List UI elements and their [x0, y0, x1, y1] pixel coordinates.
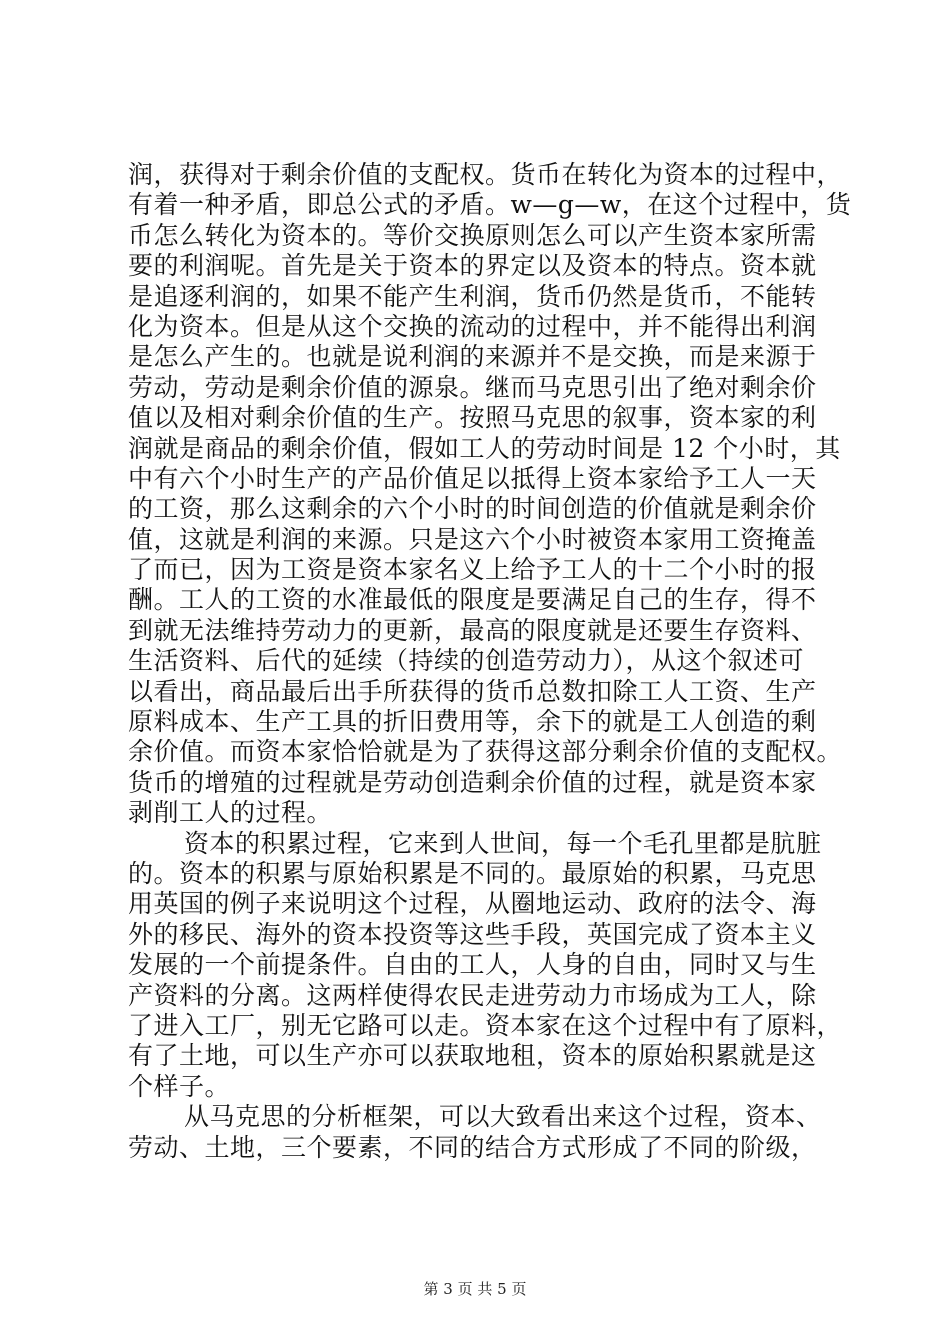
- text-line: 资本的积累过程，它来到人世间，每一个毛孔里都是肮脏: [184, 828, 822, 858]
- document-body: [128, 160, 852, 1163]
- text-line: 劳动、土地，三个要素，不同的结合方式形成了不同的阶级，: [128, 1132, 817, 1162]
- text-line: 值，这就是利润的来源。只是这六个小时被资本家用工资掩盖: [128, 524, 817, 554]
- text-line: 货币的增殖的过程就是劳动创造剩余价值的过程，就是资本家: [128, 767, 817, 797]
- text-line: 要的利润呢。首先是关于资本的界定以及资本的特点。资本就: [128, 251, 817, 281]
- text-line: 生活资料、后代的延续（持续的创造劳动力），从这个叙述可: [128, 646, 805, 676]
- page-footer: 第 3 页 共 5 页: [423, 1280, 527, 1298]
- text-line: 润就是商品的剩余价值，假如工人的劳动时间是 12 个小时，其: [128, 433, 841, 463]
- text-line: 有了土地，可以生产亦可以获取地租，资本的原始积累就是这: [128, 1041, 817, 1071]
- text-line: 币怎么转化为资本的。等价交换原则怎么可以产生资本家所需: [128, 220, 817, 250]
- text-line: 的。资本的积累与原始积累是不同的。最原始的积累，马克思: [128, 858, 817, 888]
- text-line: 化为资本。但是从这个交换的流动的过程中，并不能得出利润: [128, 311, 817, 341]
- text-line: 是追逐利润的，如果不能产生利润，货币仍然是货币，不能转: [128, 281, 817, 311]
- text-line: 外的移民、海外的资本投资等这些手段，英国完成了资本主义: [128, 919, 817, 949]
- text-line: 到就无法维持劳动力的更新，最高的限度就是还要生存资料、: [128, 615, 817, 645]
- text-line: 有着一种矛盾，即总公式的矛盾。w—g—w，在这个过程中，货: [128, 190, 852, 220]
- text-line: 润，获得对于剩余价值的支配权。货币在转化为资本的过程中，: [128, 160, 843, 189]
- text-line: 的工资，那么这剩余的六个小时的时间创造的价值就是剩余价: [128, 494, 817, 524]
- text-line: 用英国的例子来说明这个过程，从圈地运动、政府的法令、海: [128, 889, 817, 919]
- text-line: 了而已，因为工资是资本家名义上给予工人的十二个小时的报: [128, 555, 817, 585]
- text-line: 余价值。而资本家恰恰就是为了获得这部分剩余价值的支配权。: [128, 737, 843, 767]
- text-line: 是怎么产生的。也就是说利润的来源并不是交换，而是来源于: [128, 342, 817, 372]
- text-line: 剥削工人的过程。: [128, 798, 333, 828]
- text-line: 酬。工人的工资的水准最低的限度是要满足自己的生存，得不: [128, 585, 817, 615]
- text-line: 从马克思的分析框架，可以大致看出来这个过程，资本、: [184, 1102, 822, 1132]
- text-line: 中有六个小时生产的产品价值足以抵得上资本家给予工人一天: [128, 463, 817, 493]
- text-line: 值以及相对剩余价值的生产。按照马克思的叙事，资本家的利: [128, 403, 817, 433]
- text-line: 劳动，劳动是剩余价值的源泉。继而马克思引出了绝对剩余价: [128, 372, 817, 402]
- text-line: 个样子。: [128, 1071, 231, 1101]
- text-line: 以看出，商品最后出手所获得的货币总数扣除工人工资、生产: [128, 676, 817, 706]
- text-line: 了进入工厂，别无它路可以走。资本家在这个过程中有了原料，: [128, 1010, 843, 1040]
- text-line: 发展的一个前提条件。自由的工人，人身的自由，同时又与生: [128, 950, 817, 980]
- text-line: 产资料的分离。这两样使得农民走进劳动力市场成为工人，除: [128, 980, 817, 1010]
- text-line: 原料成本、生产工具的折旧费用等，余下的就是工人创造的剩: [128, 707, 817, 737]
